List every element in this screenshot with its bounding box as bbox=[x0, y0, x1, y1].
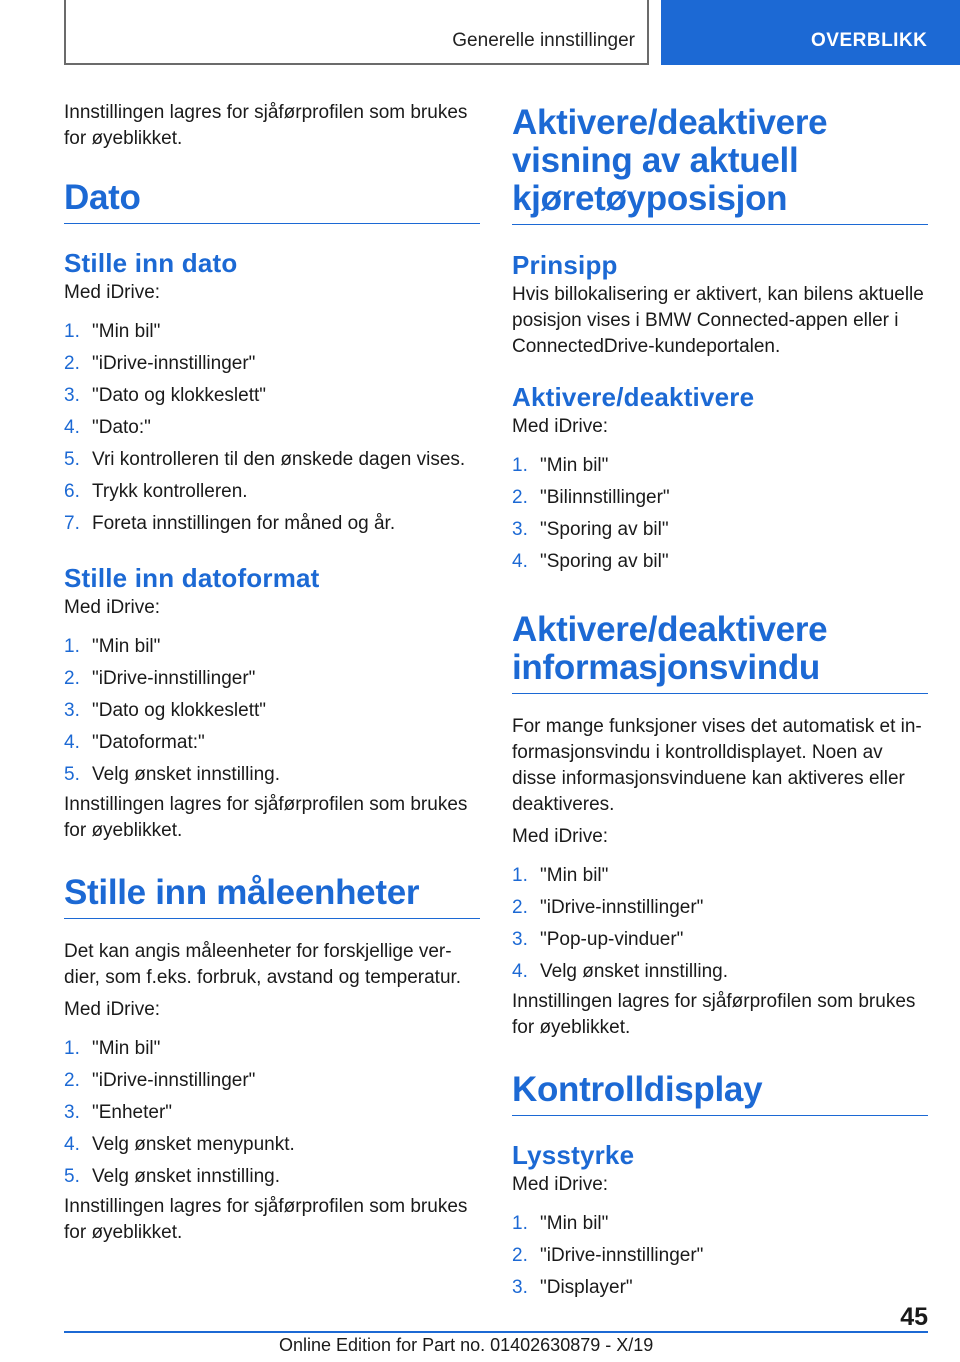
lead-text: Med iDrive: bbox=[512, 416, 609, 437]
list-item: 4. "Dato:" bbox=[64, 417, 151, 438]
list-item: 2. "iDrive-innstillinger" bbox=[64, 1070, 256, 1091]
list-item: 3. "Dato og klokkeslett" bbox=[64, 385, 267, 406]
heading-kontrolldisplay: Kontrolldisplay bbox=[512, 1071, 928, 1116]
list-item: 2. "iDrive-innstillinger" bbox=[512, 897, 704, 918]
lead-text: Med iDrive: bbox=[64, 282, 161, 303]
heading-stille-inn-maaleenheter: Stille inn måleenheter bbox=[64, 874, 480, 919]
footer-edition: Online Edition for Part no. 01402630879 - X/19 bbox=[279, 1335, 654, 1355]
list-item: 2. "iDrive-innstillinger" bbox=[64, 353, 256, 374]
list-item: 3. "Enheter" bbox=[64, 1102, 173, 1123]
list-item: 5. Velg ønsket innstilling. bbox=[64, 764, 280, 785]
steps-list-brightness bbox=[512, 1208, 928, 1304]
list-item: 1. "Min bil" bbox=[64, 636, 161, 657]
left-column bbox=[64, 100, 480, 1246]
list-item: 3. "Pop-up-vinduer" bbox=[512, 929, 684, 950]
steps-list-units bbox=[64, 1033, 480, 1193]
list-item: 1. "Min bil" bbox=[64, 321, 161, 342]
principle-body: Hvis billokalisering er aktivert, kan bilens aktuelle posisjon vises i BMW Connected-appen eller i ConnectedDrive-kundeportalen. bbox=[512, 284, 924, 357]
intro-note: Innstillingen lagres for sjåførprofilen som brukes for øyeblikket. bbox=[64, 102, 468, 149]
list-item: 5. Vri kontrolleren til den ønskede dagen vises. bbox=[64, 449, 466, 470]
list-item: 4. Velg ønsket innstilling. bbox=[512, 961, 728, 982]
heading-lysstyrke: Lysstyrke bbox=[512, 1140, 635, 1170]
save-note: Innstillingen lagres for sjåførprofilen som brukes for øyeblikket. bbox=[512, 991, 916, 1038]
list-item: 2. "iDrive-innstillinger" bbox=[512, 1245, 704, 1266]
header-tab-label[interactable]: OVERBLIKK bbox=[811, 30, 928, 51]
list-item: 3. "Dato og klokkeslett" bbox=[64, 700, 267, 721]
steps-list-set-date bbox=[64, 316, 480, 540]
heading-information-window: Aktivere/deaktivere informasjonsvindu bbox=[512, 611, 928, 694]
header-section-title: Generelle innstillinger bbox=[452, 30, 635, 51]
heading-vehicle-position: Aktivere/deaktivere visning av aktuell kjøretøyposisjon bbox=[512, 104, 928, 225]
heading-stille-inn-dato: Stille inn dato bbox=[64, 248, 238, 278]
save-note: Innstillingen lagres for sjåførprofilen som brukes for øyeblikket. bbox=[64, 1196, 468, 1243]
list-item: 2. "iDrive-innstillinger" bbox=[64, 668, 256, 689]
steps-list-infowindow bbox=[512, 860, 928, 988]
steps-list-date-format bbox=[64, 631, 480, 791]
lead-text: Med iDrive: bbox=[64, 999, 161, 1020]
list-item: 6. Trykk kontrolleren. bbox=[64, 481, 248, 502]
list-item: 2. "Bilinnstillinger" bbox=[512, 487, 670, 508]
list-item: 4. Velg ønsket menypunkt. bbox=[64, 1134, 295, 1155]
list-item: 4. "Sporing av bil" bbox=[512, 551, 669, 572]
list-item: 1. "Min bil" bbox=[512, 865, 609, 886]
steps-list-position bbox=[512, 450, 928, 578]
heading-prinsipp: Prinsipp bbox=[512, 250, 618, 280]
right-column bbox=[512, 104, 928, 1304]
list-item: 4. "Datoformat:" bbox=[64, 732, 205, 753]
list-item: 1. "Min bil" bbox=[64, 1038, 161, 1059]
list-item: 1. "Min bil" bbox=[512, 1213, 609, 1234]
lead-text: Med iDrive: bbox=[64, 597, 161, 618]
lead-text: Med iDrive: bbox=[512, 826, 609, 847]
footer-divider bbox=[64, 1331, 928, 1333]
list-item: 3. "Sporing av bil" bbox=[512, 519, 669, 540]
units-body: Det kan angis måleenheter for forskjellige verdier, som f.eks. forbruk, avstand og temperatur. bbox=[64, 941, 462, 988]
list-item: 5. Velg ønsket innstilling. bbox=[64, 1166, 280, 1187]
list-item: 7. Foreta innstillingen for måned og år. bbox=[64, 513, 396, 534]
header-section-box bbox=[64, 0, 649, 65]
infowindow-body: For mange funksjoner vises det automatisk et informasjonsvindu i kontrolldisplayet. Noen av disse informasjonsvinduene kan aktiveres eller deaktiveres. bbox=[512, 716, 922, 815]
page-number: 45 bbox=[900, 1303, 928, 1331]
list-item: 1. "Min bil" bbox=[512, 455, 609, 476]
heading-dato: Dato bbox=[64, 179, 480, 224]
heading-stille-inn-datoformat: Stille inn datoformat bbox=[64, 563, 320, 593]
save-note: Innstillingen lagres for sjåførprofilen som brukes for øyeblikket. bbox=[64, 794, 468, 841]
heading-aktivere-deaktivere: Aktivere/deaktivere bbox=[512, 382, 755, 412]
lead-text: Med iDrive: bbox=[512, 1174, 609, 1195]
header-tab-overblikk[interactable] bbox=[661, 0, 960, 65]
list-item: 3. "Displayer" bbox=[512, 1277, 633, 1298]
